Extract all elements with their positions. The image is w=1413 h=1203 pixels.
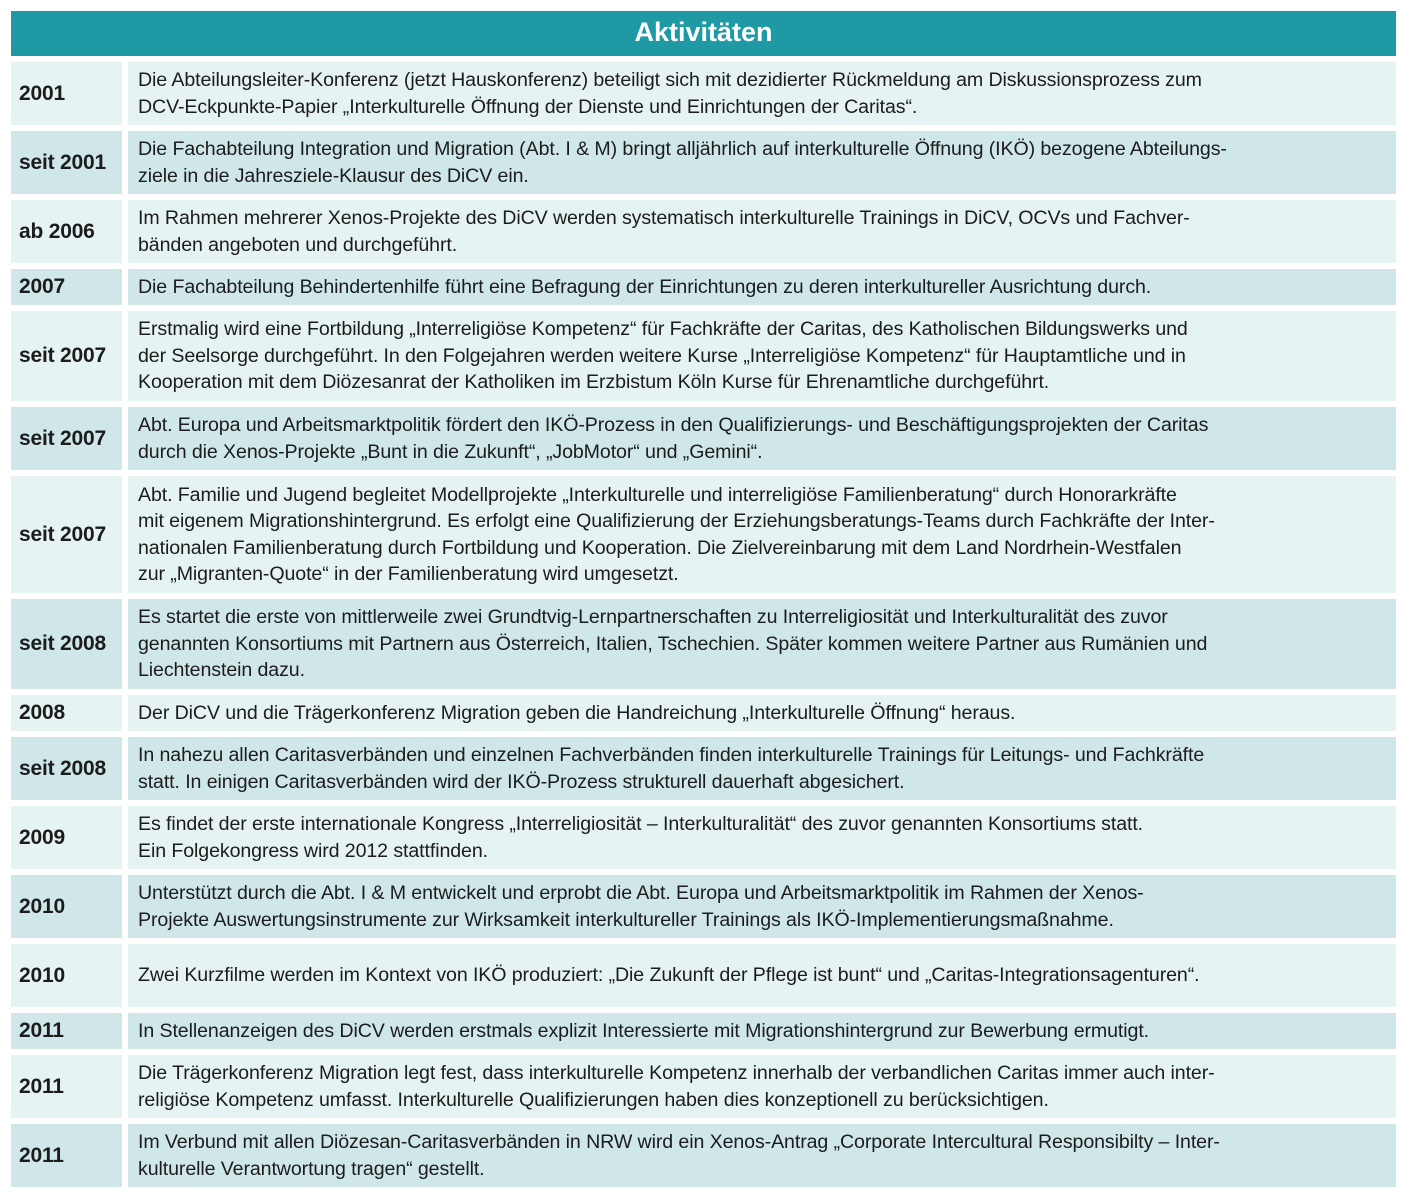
description-text xyxy=(138,742,1204,795)
description-line: kulturelle Verantwortung tragen“ gestellt. xyxy=(138,1157,485,1180)
description-line: Kooperation mit dem Diözesanrat der Katholiken im Erzbistum Köln Kurse für Ehrenamtliche durchgeführt. xyxy=(138,371,1050,394)
description-text xyxy=(138,136,1227,189)
description-text xyxy=(138,274,1151,301)
description-line: bänden angeboten und durchgeführt. xyxy=(138,233,458,256)
table-row xyxy=(11,1013,1396,1049)
description-line: ziele in die Jahresziele-Klausur des DiCV ein. xyxy=(138,164,529,187)
description-line: Die Fachabteilung Integration und Migration (Abt. I & M) bringt alljährlich auf interkulturelle Öffnung (IKÖ) bezogene Abteilungs- xyxy=(138,138,1227,160)
description-text xyxy=(138,412,1208,465)
description-cell xyxy=(128,599,1396,689)
year-cell: 2009 xyxy=(11,806,122,869)
description-cell xyxy=(128,1013,1396,1049)
description-line: Projekte Auswertungsinstrumente zur Wirksamkeit interkultureller Trainings als IKÖ-Implementierungsmaßnahme. xyxy=(138,908,1114,931)
description-text xyxy=(138,811,1143,864)
table-body xyxy=(11,62,1396,1187)
description-text xyxy=(138,482,1215,588)
description-cell xyxy=(128,476,1396,593)
description-text xyxy=(138,205,1190,258)
description-line: genannten Konsortiums mit Partnern aus Österreich, Italien, Tschechien. Später kommen weitere Partner aus Rumänien und xyxy=(138,632,1208,655)
description-line: Die Abteilungsleiter-Konferenz (jetzt Hauskonferenz) beteiligt sich mit dezidierter Rückmeldung am Diskussionsprozess zum xyxy=(138,69,1202,91)
description-text xyxy=(138,1018,1149,1045)
description-cell xyxy=(128,200,1396,263)
year-cell: 2010 xyxy=(11,875,122,938)
table-row xyxy=(11,599,1396,689)
description-line: Ein Folgekongress wird 2012 stattfinden. xyxy=(138,839,488,862)
description-text xyxy=(138,880,1144,933)
description-cell xyxy=(128,1124,1396,1187)
description-cell xyxy=(128,806,1396,869)
table-row xyxy=(11,875,1396,938)
description-line: Zwei Kurzfilme werden im Kontext von IKÖ produziert: „Die Zukunft der Pflege ist bunt“ und „Caritas-Integrationsagenturen“. xyxy=(138,964,1200,987)
description-line: durch die Xenos-Projekte „Bunt in die Zukunft“, „JobMotor“ und „Gemini“. xyxy=(138,440,763,463)
description-text xyxy=(138,1060,1215,1113)
description-line: statt. In einigen Caritasverbänden wird der IKÖ-Prozess strukturell dauerhaft abgesichert. xyxy=(138,770,905,793)
description-line: Abt. Europa und Arbeitsmarktpolitik fördert den IKÖ-Prozess in den Qualifizierungs- und Beschäftigungsprojekten der Caritas xyxy=(138,414,1209,436)
description-cell xyxy=(128,407,1396,470)
table-row xyxy=(11,737,1396,800)
year-cell: 2010 xyxy=(11,944,122,1007)
description-line: DCV-Eckpunkte-Papier „Interkulturelle Öffnung der Dienste und Einrichtungen der Caritas“. xyxy=(138,95,918,118)
description-cell xyxy=(128,737,1396,800)
year-cell: seit 2008 xyxy=(11,599,122,689)
year-cell: 2011 xyxy=(11,1013,122,1049)
description-text xyxy=(138,67,1202,120)
description-text xyxy=(138,1129,1220,1182)
description-line: zur „Migranten-Quote“ in der Familienberatung wird umgesetzt. xyxy=(138,563,679,585)
description-line: Liechtenstein dazu. xyxy=(138,659,305,682)
table-row xyxy=(11,131,1396,194)
table-row xyxy=(11,806,1396,869)
description-line: Unterstützt durch die Abt. I & M entwickelt und erprobt die Abt. Europa und Arbeitsmarktpolitik im Rahmen der Xenos- xyxy=(138,882,1144,904)
description-line: Im Verbund mit allen Diözesan-Caritasverbänden in NRW wird ein Xenos-Antrag „Corporate Intercultural Responsibilty – Inter- xyxy=(138,1131,1220,1153)
description-cell xyxy=(128,269,1396,305)
description-cell xyxy=(128,1055,1396,1118)
description-line: Abt. Familie und Jugend begleitet Modellprojekte „Interkulturelle und interreligiöse Familienberatung“ durch Honorarkräfte xyxy=(138,483,1177,506)
table-row xyxy=(11,311,1396,401)
description-line: der Seelsorge durchgeführt. In den Folgejahren werden weitere Kurse „Interreligiöse Kompetenz“ für Hauptamtliche und in xyxy=(138,344,1186,367)
table-row xyxy=(11,269,1396,305)
year-cell: seit 2007 xyxy=(11,407,122,470)
year-cell: 2001 xyxy=(11,62,122,125)
description-cell xyxy=(128,695,1396,731)
description-text xyxy=(138,604,1207,684)
activities-table xyxy=(11,11,1396,1193)
description-line: Der DiCV und die Trägerkonferenz Migration geben die Handreichung „Interkulturelle Öffnung“ heraus. xyxy=(138,701,1016,724)
table-row xyxy=(11,944,1396,1007)
table-row xyxy=(11,1055,1396,1118)
table-row xyxy=(11,1124,1396,1187)
description-line: nationalen Familienberatung durch Fortbildung und Kooperation. Die Zielvereinbarung mit dem Land Nordrhein-Westfalen xyxy=(138,536,1182,559)
year-cell: 2011 xyxy=(11,1124,122,1187)
description-cell xyxy=(128,131,1396,194)
table-row xyxy=(11,407,1396,470)
description-line: Im Rahmen mehrerer Xenos-Projekte des DiCV werden systematisch interkulturelle Trainings in DiCV, OCVs und Fachver- xyxy=(138,207,1190,229)
year-cell: ab 2006 xyxy=(11,200,122,263)
description-cell xyxy=(128,944,1396,1007)
table-row xyxy=(11,62,1396,125)
description-line: Die Trägerkonferenz Migration legt fest, dass interkulturelle Kompetenz innerhalb der verbandlichen Caritas immer auch inter- xyxy=(138,1062,1215,1084)
table-row xyxy=(11,200,1396,263)
year-cell: 2008 xyxy=(11,695,122,731)
description-cell xyxy=(128,311,1396,401)
description-line: Es findet der erste internationale Kongress „Interreligiosität – Interkulturalität“ des zuvor genannten Konsortiums statt. xyxy=(138,813,1144,835)
description-cell xyxy=(128,62,1396,125)
description-line: Es startet die erste von mittlerweile zwei Grundtvig-Lernpartnerschaften zu Interreligiosität und Interkulturalität des zuvor xyxy=(138,606,1168,629)
table-title: Aktivitäten xyxy=(11,11,1396,56)
description-text xyxy=(138,962,1200,989)
description-line: Die Fachabteilung Behindertenhilfe führt eine Befragung der Einrichtungen zu deren interkultureller Ausrichtung durch. xyxy=(138,275,1152,298)
year-cell: seit 2008 xyxy=(11,737,122,800)
description-line: In nahezu allen Caritasverbänden und einzelnen Fachverbänden finden interkulturelle Trainings für Leitungs- und Fachkräfte xyxy=(138,744,1205,766)
description-line: In Stellenanzeigen des DiCV werden erstmals explizit Interessierte mit Migrationshintergrund zur Bewerbung ermutigt. xyxy=(138,1019,1150,1042)
year-cell: seit 2007 xyxy=(11,311,122,401)
year-cell: 2007 xyxy=(11,269,122,305)
table-row xyxy=(11,476,1396,593)
description-line: mit eigenem Migrationshintergrund. Es erfolgt eine Qualifizierung der Erziehungsberatungs-Teams durch Fachkräfte der Inter- xyxy=(138,510,1215,532)
description-line: religiöse Kompetenz umfasst. Interkulturelle Qualifizierungen haben dies konzeptionell zu berücksichtigen. xyxy=(138,1088,1049,1111)
year-cell: seit 2007 xyxy=(11,476,122,593)
description-text xyxy=(138,700,1015,727)
description-cell xyxy=(128,875,1396,938)
table-row xyxy=(11,695,1396,731)
year-cell: 2011 xyxy=(11,1055,122,1118)
description-text xyxy=(138,316,1188,396)
year-cell: seit 2001 xyxy=(11,131,122,194)
description-line: Erstmalig wird eine Fortbildung „Interreligiöse Kompetenz“ für Fachkräfte der Caritas, des Katholischen Bildungswerks und xyxy=(138,318,1188,341)
